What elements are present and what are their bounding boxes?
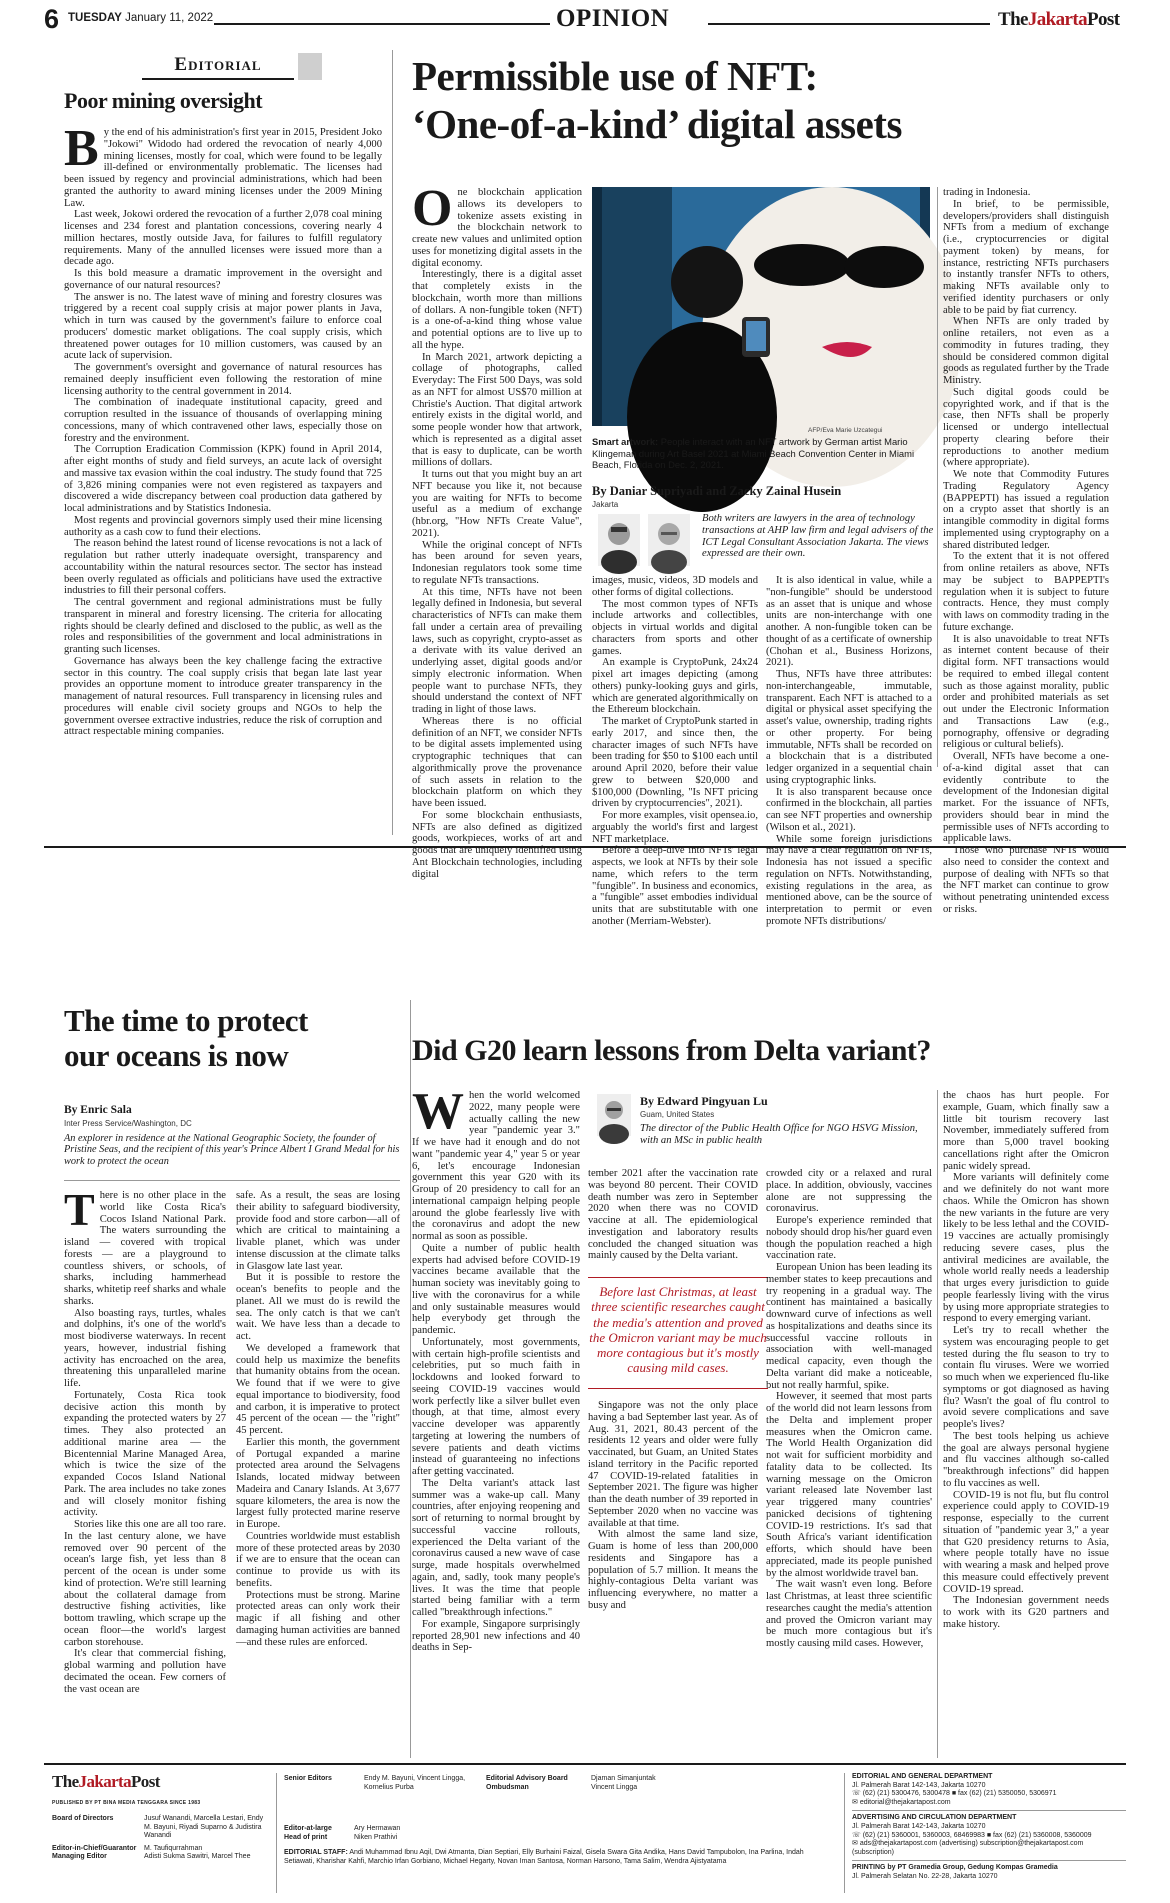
nft-headline (412, 52, 1112, 148)
footer-logo-jakarta: Jakarta (78, 1772, 132, 1791)
adv-phone (852, 1832, 1126, 1841)
oceans-byline-location: Inter Press Service/Washington, DC (64, 1119, 192, 1128)
nft-para: It is also identical in value, while a "non-fungible" should be understood as an asset that is unique and whose units are non-interchange with one another. A non-fungible token can be thought of as a certificate of ownership (Chohan et al., Business Horizons, 2021). (766, 575, 932, 669)
g20-column-2-bottom (588, 1400, 758, 1755)
oceans-para: here is no other place in the world like Costa Rica's Cocos Island National Park. The waters surrounding the island — covered with tropical forests — are a playground to countless shivers, or schools, of sharks, including hammerhead sharks, whitetip reef sharks and whale sharks. (64, 1190, 226, 1307)
editorial-title: Poor mining oversight (64, 88, 263, 113)
footer-contacts (852, 1773, 1126, 1882)
nft-para: The most common types of NFTs include artworks and collectibles, objects in virtual worlds and digital characters from sports and other games. (592, 598, 758, 657)
author-photo-edward (597, 1094, 631, 1136)
g20-para: hen the world welcomed 2022, many people were actually calling the new year "pandemic year 3." If we have had it enough and do not want "pandemic year 4," year 5 or year 6, let's encourage Indonesian government this year G20 with its Group of 20 presidency to call for an international campaign helping people around the globe fearlessly live with the coronavirus and adopt the new normal as soon as possible. (412, 1090, 580, 1242)
nft-para: While the original concept of NFTs has been around for seven years, Indonesian regulators took some time to regulate NFTs transactions. (412, 539, 582, 586)
editorial-para: The Corruption Eradication Commission (KPK) found in April 2014, after eight months of study and field surveys, an acute lack of oversight and massive tax evasion within the coal industry. The study found that 725 of 3,826 mining companies were not even registered as taxpayers and discovered a wide discrepancy between coal production data gathered by local administrations and by Statistics Indonesia. (64, 444, 382, 514)
g20-para: tember 2021 after the vaccination rate was beyond 80 percent. Their COVID death number was zero in September 2020 when there was no COVID vaccine at all. The epidemiological investigation and laboratory results concluded the changed situation was mainly caused by the Delta variant. (588, 1168, 758, 1262)
nft-column-4 (943, 187, 1109, 915)
g20-para: COVID-19 is not flu, but flu control experience could apply to COVID-19 response, especially to the current situation of "pandemic year 3," a year that G20 presidency returns to Asia, where people totally have no issue with wearing a mask and helped prove this measure could effectively prevent COVID-19 spread. (943, 1489, 1109, 1595)
column-divider (937, 187, 938, 767)
masthead-logo (998, 9, 1119, 31)
editorial-para: The reason behind the latest round of license revocations is not a lack of regulation but rather utterly inadequate oversight, transparency and accountability within the natural resources sector. The sector has instead been overly regulated as officials and politicians have used the extractive industries to fill their personal coffers. (64, 538, 382, 597)
nft-para: An example is CryptoPunk, 24x24 pixel art images depicting (among others) punky-looking guys and girls, which are generated algorithmically on the Ethereum blockchain. (592, 657, 758, 716)
editorial-label: Editorial (142, 53, 294, 80)
g20-byline: By Edward Pingyuan Lu (640, 1094, 768, 1108)
section-rule (44, 846, 1126, 848)
nft-para: For some blockchain enthusiasts, NFTs are also defined as digitized goods, workpieces, works of art and goods that are uniquely identified using Ant Blockchain technologies, including digital (412, 809, 582, 880)
section-title: OPINION (556, 5, 670, 32)
phone-icon: ☏ (852, 1831, 863, 1839)
issue-day: TUESDAY (68, 12, 122, 24)
editorial-para: Last week, Jokowi ordered the revocation of a further 2,078 coal mining licenses and 234 forest and plantation concessions, covering nearly 4 million hectares, mostly outside Java, for failures to fulfill regulatory requirements. Many of the annulled licenses were issued more than a decade ago. (64, 209, 382, 268)
oceans-para: Also boasting rays, turtles, whales and dolphins, it's one of the world's most biodiverse waterways. In recent years, however, industrial fishing activity has encroached on the area, threatening this unparalleled marine life. (64, 1307, 226, 1389)
nft-artwork-image (592, 187, 930, 426)
issue-date (68, 12, 213, 24)
nft-headline-line2: ‘One-of-a-kind’ digital assets (412, 101, 902, 147)
oceans-para: Protections must be strong. Marine protected areas can only work their magic if all fishing and other damaging human activities are banned—and these rules are enforced. (236, 1589, 400, 1648)
oceans-para: Fortunately, Costa Rica took decisive action this month by expanding the protected waters by 27 times. They also protected an additional marine area — the Bicentennial Marine Managed Area, which is twice the size of the expanded Cocos Island National Park. The area includes no take zones and will closely monitor fishing activity. (64, 1389, 226, 1519)
nft-column-2 (592, 575, 758, 927)
dept-email[interactable] (852, 1799, 1126, 1808)
footer-divider (276, 1773, 277, 1893)
oceans-para: safe. As a result, the seas are losing their ability to safeguard biodiversity, provide food and store carbon—all of which are critical to maintaining a livable planet, which was under intense discussion at the climate talks in Glasgow late last year. (236, 1190, 400, 1272)
g20-headline: Did G20 learn lessons from Delta variant? (412, 1034, 931, 1067)
advisory-name: Djaman Simanjuntak (591, 1775, 656, 1782)
phone-icon: ☏ (852, 1790, 863, 1798)
nft-para: It turns out that you might buy an art NFT because you like it, not because you are waiting for NFTs to become useful as a medium of exchange (hbr.org, "How NFTs Create Value", 2021). (412, 469, 582, 539)
g20-pull-quote: Before last Christmas, at least three scientific researches caught the media's attention and proved the Omicron variant may be much more contagious but it's mostly causing mild cases. (588, 1277, 768, 1389)
nft-byline-location: Jakarta (592, 500, 619, 509)
nft-column-3 (766, 575, 932, 927)
nft-para: While some foreign jurisdictions may have a clear regulation on NFTs, Indonesia has not issued a specific regulation on NFTs. Notwithstanding, existing regulations in the area, as mentioned above, can be the source of interpretation to permit or even promote NFTs distributions/ (766, 833, 932, 927)
masthead-rule-right (708, 23, 990, 25)
nft-column-1 (412, 180, 582, 880)
nft-para: When NFTs are only traded by online retailers, not even as a commodity in futures trading, they should be considered common digital goods as regulated further by the Trade Ministry. (943, 316, 1109, 386)
nft-para: For more examples, visit opensea.io, arguably the world's first and largest NFT marketplace. (592, 810, 758, 845)
dept-address: Jl. Palmerah Barat 142-143, Jakarta 10270 (852, 1781, 986, 1789)
dept-phone-text: (62) (21) 5300476, 5300478 ■ fax (62) (21) 5350050, 5306971 (862, 1790, 1057, 1798)
oceans-author-bio: An explorer in residence at the National Geographic Society, the founder of Pristine Seas, and the recipient of this year's Prince Albert I Grand Medal for his work to protect the ocean (64, 1133, 400, 1167)
adv-address: Jl. Palmerah Barat 142-143, Jakarta 10270 (852, 1822, 986, 1830)
author-photo-daniar (598, 514, 640, 566)
oceans-column-1 (64, 1184, 226, 1755)
senior-names: Endy M. Bayuni, Vincent Lingga, Kornelius Purba (364, 1775, 466, 1791)
g20-para: Singapore was not the only place having a bad September last year. As of Aug. 31, 2021, 80.43 percent of the residents 12 years and older were fully vaccinated, but Guam, an United States island territory in the Pacific reported 47 COVID-19-related fatalities in September 2021. The figure was higher than the death number of 39 reported in September 2020 when no vaccine was available at that time. (588, 1400, 758, 1529)
g20-para: More variants will definitely come and we definitely do not want more chaos. While the Omicron has shown the new variants in the future are very likely to be less lethal and the COVID-19 vaccines are actually promisingly reducing severe cases, plus the antiviral medicines are available, the whole world really needs a leadership that urges every jurisdiction to guide people fearlessly living with the virus by using more appropriate strategies to respond to every emerging variant. (943, 1172, 1109, 1325)
hop-label: Head of print (284, 1833, 328, 1841)
footer-staff (284, 1849, 834, 1866)
nft-para: We note that Commodity Futures Trading Regulatory Agency (BAPPEPTI) has issued a regulation on a crypto asset that shortly is an intangible commodity in digital forms implemented using cryptography on a shared distributed ledger. (943, 469, 1109, 551)
author-photo-zacky (648, 514, 690, 566)
nft-para: Such digital goods could be copyrighted work, and if that is the case, then NFTs shall be properly licensed or undergo intellectual property clearing before their reproductions to another medium (where appropriate). (943, 386, 1109, 469)
adv-label: ADVERTISING AND CIRCULATION DEPARTMENT (852, 1814, 1017, 1822)
masthead (44, 4, 1126, 34)
author-portrait-1 (598, 514, 640, 566)
nft-artwork-photo (592, 187, 930, 426)
g20-para: However, it seemed that most parts of the world did not learn lessons from the Delta and implement proper measures when the Omicron came. The World Health Organization did not wait for sufficient morbidity and fatality data to be collected. Its warning message on the Omicron variant released late November last year triggered many countries' panicked decisions of tightening COVID-19 restrictions. It's sad that South Africa's variant identification efforts, which should have been appreciated, made its people punished by the almost worldwide travel ban. (766, 1391, 932, 1579)
nft-para: The market of CryptoPunk started in early 2017, and since then, the character images of such NFTs have been trading for $50 to $100 each until around April 2020, before their value grew to between $20,000 and $100,000 (Downling, "Is NFT pricing driven by cryptocurrencies", 2021). (592, 716, 758, 810)
nft-para: It is also transparent because once confirmed in the blockchain, all parties can see NFT properties and ownership (Wilson et al., 2021). (766, 786, 932, 833)
footer-board (52, 1815, 272, 1862)
oceans-headline-line1: The time to protect (64, 1003, 308, 1038)
board-names: Jusuf Wanandi, Marcella Lestari, Endy M. Bayuni, Riyadi Suparno & Judistira Wanandi (144, 1815, 264, 1840)
eic-label: Editor-in-Chief/Guarantor (52, 1844, 137, 1852)
logo-post: Post (1087, 9, 1120, 30)
nft-para: Whereas there is no official definition of an NFT, we consider NFTs to be digital assets implemented using cryptographic techniques that can algorithmically prove the provenance of such assets in relation to the blockchain platform on which they have been issued. (412, 715, 582, 809)
g20-column-3 (766, 1168, 932, 1756)
eal-label: Editor-at-large (284, 1825, 332, 1832)
staff-names: Andi Muhammad Ibnu Aqil, Dwi Atmanta, Dian Septiari, Elly Burhaini Faizal, Gisela Swara Gita Andika, Hans David Tampubolon, Ina Parlina, Indah Setiawati, Kharishar Kahfi, Marchio Irfan Gorbiano, Michael Hegarty, Novan Iman Santosa, Norman Harsono, Tama Salim, Wendra Ajistyatama (284, 1849, 804, 1865)
nft-author-bio: Both writers are lawyers in the area of technology transactions at AHP law firm and legal advisers of the ICT Legal Consultant Association Jakarta. The views expressed are their own. (702, 513, 934, 560)
oceans-para: We developed a framework that could help us maximize the benefits that humanity obtains from the ocean. We found that if we were to give equal importance to biodiversity, food and carbon, it is imperative to protect 45 percent of the ocean — the "right" 45 percent. (236, 1342, 400, 1436)
oceans-headline (64, 1003, 394, 1073)
g20-column-1 (412, 1083, 580, 1755)
dept-email-text[interactable]: editorial@thejakartapost.com (859, 1798, 951, 1806)
nft-para: To the extent that it is not offered from online retailers as above, NFTs may be subject to BAPPEPTI's regulation when it is subject to future contracts. Hence, they must comply with laws on commodity trading in the future exchange. (943, 551, 1109, 633)
column-divider (937, 1090, 938, 1758)
nft-dropcap: O (412, 180, 453, 237)
g20-author-bio: The director of the Public Health Office for NGO HSVG Mission, with an MSc in public health (640, 1123, 918, 1146)
g20-dropcap: W (412, 1083, 464, 1140)
column-divider (392, 50, 393, 835)
g20-para: Quite a number of public health experts had advised before COVID-19 vaccines became available that the human society was inevitably going to live with the coronavirus for a while and only sustainable measures would help everybody get through the pandemic. (412, 1242, 580, 1336)
eic-name: M. Taufiqurrahman (144, 1844, 203, 1852)
oceans-dropcap: T (64, 1184, 95, 1235)
footer-imprint (44, 1763, 1126, 1897)
print-label: PRINTING by PT Gramedia Group, Gedung Kompas Gramedia (852, 1864, 1058, 1872)
g20-para: Unfortunately, most governments, with certain high-profile scientists and celebrities, put so much faith in lockdowns and looked forward to seeing COVID-19 vaccines would work perfectly like a silver bullet even though, at that time, almost every vaccine developer was apparently targeting at lowering the numbers of severe patients and death victims instead of guaranteeing no infections after getting vaccinated. (412, 1336, 580, 1477)
eal-name: Ary Hermawan (354, 1825, 401, 1832)
logo-jakarta: Jakarta (1027, 9, 1088, 30)
photo-caption (592, 436, 932, 471)
nft-para: Thus, NFTs have three attributes: non-interchangeable, immutable, transparent. Each NFT is attached to a digital or physical asset specifying the asset's value, ownership, trading rights or other property. For being immutable, NFTs shall be recorded on a blockchain that is a distributed ledger organized in a sequential chain using cryptographic links. (766, 669, 932, 786)
g20-para: The wait wasn't even long. Before last Christmas, at least three scientific researches caught the media's attention and proved the Omicron variant may be much more contagious but it's mostly causing mild cases. However, (766, 1579, 932, 1649)
g20-column-4 (943, 1090, 1109, 1756)
nft-para: At this time, NFTs have not been legally defined in Indonesia, but several characteristics of NFTs can make them fall under a certain area of prevailing laws, such as copyright, crypto-asset as a derivate with its value derived an underlying asset, digital goods and/or simply electronic information. When people want to purchase NFTs, they should understand the context of NFT trading in light of those laws. (412, 586, 582, 715)
oceans-para: Earlier this month, the government of Portugal expanded a marine protected area around the Selvagens Islands, located midway between Madeira and Canary Islands. At 3,677 square kilometers, the area is now the largest fully protected marine reserve in Europe. (236, 1436, 400, 1530)
column-divider (410, 1000, 411, 1758)
editorial-para: The answer is no. The latest wave of mining and forestry closures was triggered by a recent coal supply crisis at major power plants in Java, which in turn was caused by the government's failure to enforce coal producers' domestic market obligations. The coal supply crisis, which threatened power outages for 10 million customers, was caused by an acute lack of supervision. (64, 291, 382, 362)
print-address: Jl. Palmerah Selatan No. 22-28, Jakarta 10270 (852, 1872, 998, 1880)
oceans-para: It's clear that commercial fishing, global warming and pollution have decimated the ocean. Few corners of the vast ocean are (64, 1648, 226, 1695)
editorial-para: Governance has always been the key challenge facing the extractive sector in this country. The coal supply crisis that began late last year provides an opportune moment to introduce greater transparency in the management of natural resources. Full transparency in licensing rules and procedures will enable civil society groups and NGOs to help the government oversee extractive industries, reduce the risk of corruption and attract respectable mining companies. (64, 655, 382, 738)
issue-date-text: January 11, 2022 (125, 12, 214, 24)
nft-para: Overall, NFTs have become a one-of-a-kind digital asset that can evidently contribute to the development of the Indonesian digital market. For the issuance of NFTs, providers should bear in mind the permissible uses of NFTs according to applicable laws. (943, 751, 1109, 845)
senior-label: Senior Editors (284, 1775, 332, 1782)
footer-advisory (486, 1775, 696, 1792)
nft-para: ne blockchain application allows its developers to tokenize assets existing in the blockchain network to create new values and unlimited option uses for monetizing digital assets in the digital economy. (412, 187, 582, 269)
board-label: Board of Directors (52, 1815, 114, 1822)
oceans-para: But it is possible to restore the ocean's benefits to people and the planet. All we must do is rewild the sea. The only catch is that we can't wait. We have less than a decade to act. (236, 1272, 400, 1342)
footer-publisher: PUBLISHED BY PT BINA MEDIA TENGGARA SINCE 1983 (52, 1800, 201, 1806)
editorial-para: Most regents and provincial governors simply used their mine licensing authority as a cash cow to fund their elections. (64, 514, 382, 538)
email-icon: ✉ (852, 1840, 860, 1848)
g20-byline-location: Guam, United States (640, 1110, 715, 1119)
author-portrait-2 (648, 514, 690, 566)
g20-para: Let's try to recall whether the system was encouraging people to get tested during the flu season to try to contain flu viruses. Were we worried so much when we experienced flu-like symptoms or got diagnosed as having flu? Wasn't the goal of flu control to avoid severe complications and save people's lives? (943, 1325, 1109, 1430)
adv-email[interactable] (852, 1840, 1126, 1857)
managing-names: Adisti Sukma Sawitri, Marcel Thee (144, 1853, 251, 1861)
nft-para: trading in Indonesia. (943, 187, 1031, 198)
caption-text: People interact with an NFT artwork by German artist Mario Klingeman during Art Basel 2021 at Miami Beach Convention Center in Miami Beach, Florida on Dec. 2, 2021. (592, 436, 915, 470)
logo-the: The (998, 9, 1028, 30)
footer-senior (284, 1775, 484, 1792)
dept-label: EDITORIAL AND GENERAL DEPARTMENT (852, 1773, 993, 1780)
footer-rule (852, 1810, 1126, 1811)
g20-para: the chaos has hurt people. For example, Guam, which finally saw a little bit tourism recovery last November, immediately suffered from more than 5,000 travel booking cancellations right after the Omicron panic widely spread. (943, 1090, 1109, 1172)
editorial-label-bar (298, 53, 322, 80)
editorial-para: The combination of inadequate institutional capacity, greed and corruption resulted in the issuance of thousands of overlapping mining concessions, many of which contravened other laws, especially those on forestry and the environment. (64, 397, 382, 444)
footer-editors (284, 1825, 534, 1842)
editorial-para: The central government and regional administrations must be fully transparent in mineral and forestry licensing. The criteria for allocating rights should be clearly defined and disclosed to the public, as well as the roles and responsibilities of the government and local administrations in granting such licenses. (64, 597, 382, 655)
footer-logo-the: The (52, 1772, 79, 1791)
footer-rule (852, 1860, 1126, 1861)
oceans-bio-rule (64, 1180, 400, 1181)
ombudsman-label: Ombudsman (486, 1783, 529, 1791)
photo-credit: AFP/Eva Marie Uzcategui (808, 427, 883, 434)
nft-byline: By Daniar Supriyadi and Zacky Zainal Husein (592, 484, 842, 498)
g20-para: The Delta variant's attack last summer was a wake-up call. Many countries, after enjoying reopening and sort of returning to normal brought by successful vaccine rollouts, experienced the Delta variant of the coronavirus caused a new wave of case surge, made hospitals overwhelmed again, and, sadly, took many people's lives. It was the time that people started being familiar with a term called "breakthrough infections." (412, 1477, 580, 1618)
adv-email-text[interactable]: ads@thejakartapost.com (advertising) subscription@thejakartapost.com (subscription) (852, 1840, 1084, 1856)
footer-logo (52, 1772, 160, 1791)
g20-para: For example, Singapore surprisingly reported 28,901 new infections and 40 deaths in Sep- (412, 1618, 580, 1654)
g20-para: With almost the same land size, Guam is home of less than 200,000 residents and Singapore has a population of 5.7 million. It means the highly-contagious Delta variant was influencing everywhere, no matter a busy and (588, 1529, 758, 1611)
nft-para: In March 2021, artwork depicting a collage of photographs, called Everyday: The First 500 Days, was sold as an NFT for almost US$70 million at Christie's Auction. That digital artwork entirely exists in the digital world, and some people wonder how that artwork, which is represented as a digital asset that is easy to duplicate, can be worth millions of dollars. (412, 351, 582, 469)
g20-para: crowded city or a relaxed and rural place. In addition, obviously, vaccines alone are not suppressing the coronavirus. (766, 1168, 932, 1215)
advisory-label: Editorial Advisory Board (486, 1775, 568, 1782)
editorial-para: The government's oversight and governance of natural resources has remained deeply insufficient even following the restoration of mine licensing authority to the central government in 2014. (64, 362, 382, 397)
nft-headline-line1: Permissible use of NFT: (412, 53, 818, 99)
caption-lead: Smart artwork: (592, 436, 659, 447)
oceans-para: Stories like this one are all too rare. In the last century alone, we have removed over 90 percent of the ocean's large fish, yet less than 8 percent of the ocean is under some kind of protection. We're still learning about the collateral damage from destructive fishing activities, like bottom trawling, which scrape up the ocean floor—the world's largest carbon storehouse. (64, 1519, 226, 1648)
oceans-headline-line2: our oceans is now (64, 1038, 289, 1073)
footer-divider (844, 1773, 845, 1893)
nft-para: images, music, videos, 3D models and other forms of digital collections. (592, 575, 758, 598)
staff-label: EDITORIAL STAFF: (284, 1849, 348, 1856)
footer-logo-post: Post (131, 1772, 160, 1791)
email-icon: ✉ (852, 1798, 860, 1806)
nft-para: It is also unavoidable to treat NFTs as internet content because of their digital form. NFT transactions would be required to embed illegal content such as those against morality, public order and prohibited materials as set out under the Electronic Information and Transactions Law (e.g., pornography, offensive or degrading religious or cultural beliefs). (943, 633, 1109, 751)
g20-para: European Union has been leading its member states to keep precautions and try reopening in a gradual way. The continent has maintained a basically downward curve of infections as well as hospitalizations and deaths since its successful vaccine rollouts in association with well-managed medical capacity, even though the Delta variant did make a noticeable, but not really harmful, spike. (766, 1262, 932, 1391)
author-portrait-3 (597, 1094, 631, 1136)
g20-para: Europe's experience reminded that nobody should drop his/her guard even though the population reached a high vaccination rate. (766, 1215, 932, 1262)
ombudsman-name: Vincent Lingga (591, 1783, 638, 1791)
masthead-rule-left (214, 23, 550, 25)
nft-para: Interestingly, there is a digital asset that completely exists in the blockchain, worth more than millions of dollars. A non-fungible token (NFT) is a one-of-a-kind thing whose value and potential options are to live up to all the hype. (412, 269, 582, 351)
editorial-para: Is this bold measure a dramatic improvement in the oversight and governance of our natural resources? (64, 268, 382, 291)
g20-column-2-top (588, 1168, 758, 1268)
g20-para: The Indonesian government needs to work with its G20 partners and make history. (943, 1595, 1109, 1630)
dept-phone (852, 1790, 1126, 1799)
nft-para: Those who purchase NFTs would also need to consider the context and purpose of dealing with NFTs so that the NFT market can continue to grow without penetrating unintended excess or risks. (943, 845, 1109, 915)
editorial-body (64, 120, 382, 832)
g20-para: The best tools helping us achieve the goal are always personal hygiene and flu vaccines although so-called "breakthrough infections" did happen to flu vaccines as well. (943, 1430, 1109, 1489)
managing-label: Managing Editor (52, 1853, 107, 1861)
nft-para: Before a deep-dive into NFTs' legal aspects, we look at NFTs by their sole name, which refers to the term "fungible". In business and economics, a "fungible" asset embodies individual units that are substitutable with one another (Merriam-Webster). (592, 845, 758, 927)
oceans-byline: By Enric Sala (64, 1104, 132, 1116)
nft-para: In brief, to be permissible, developers/providers shall distinguish NFTs from a medium of exchange (i.e., cryptocurrencies or digital payment token) by means, for instance, restricting NFTs purchasers to instantly transfer NFTs to others, making NFTs available only to verified identity purchasers or only able to be paid by fiat currency. (943, 198, 1109, 316)
adv-phone-text: (62) (21) 5360001, 5360003, 68469983 ■ fax (62) (21) 5360008, 5360009 (862, 1831, 1092, 1839)
page-number: 6 (44, 4, 60, 34)
oceans-para: Countries worldwide must establish more of these protected areas by 2030 if we are to ensure that the ocean can continue to provide us with its benefits. (236, 1530, 400, 1589)
editorial-para: y the end of his administration's first year in 2015, President Joko "Jokowi" Widodo had ordered the revocation of nearly 4,000 mining licenses, mostly for coal, which were found to be legally ill-defined or environmentally problematic. The licenses had been issued by regency and provincial administrations, which had been granted the authority to award mining licenses under the 2009 Mining Law. (64, 127, 382, 209)
editorial-dropcap: B (64, 120, 99, 177)
hop-name: Niken Prathivi (354, 1833, 398, 1841)
oceans-column-2 (236, 1190, 400, 1755)
